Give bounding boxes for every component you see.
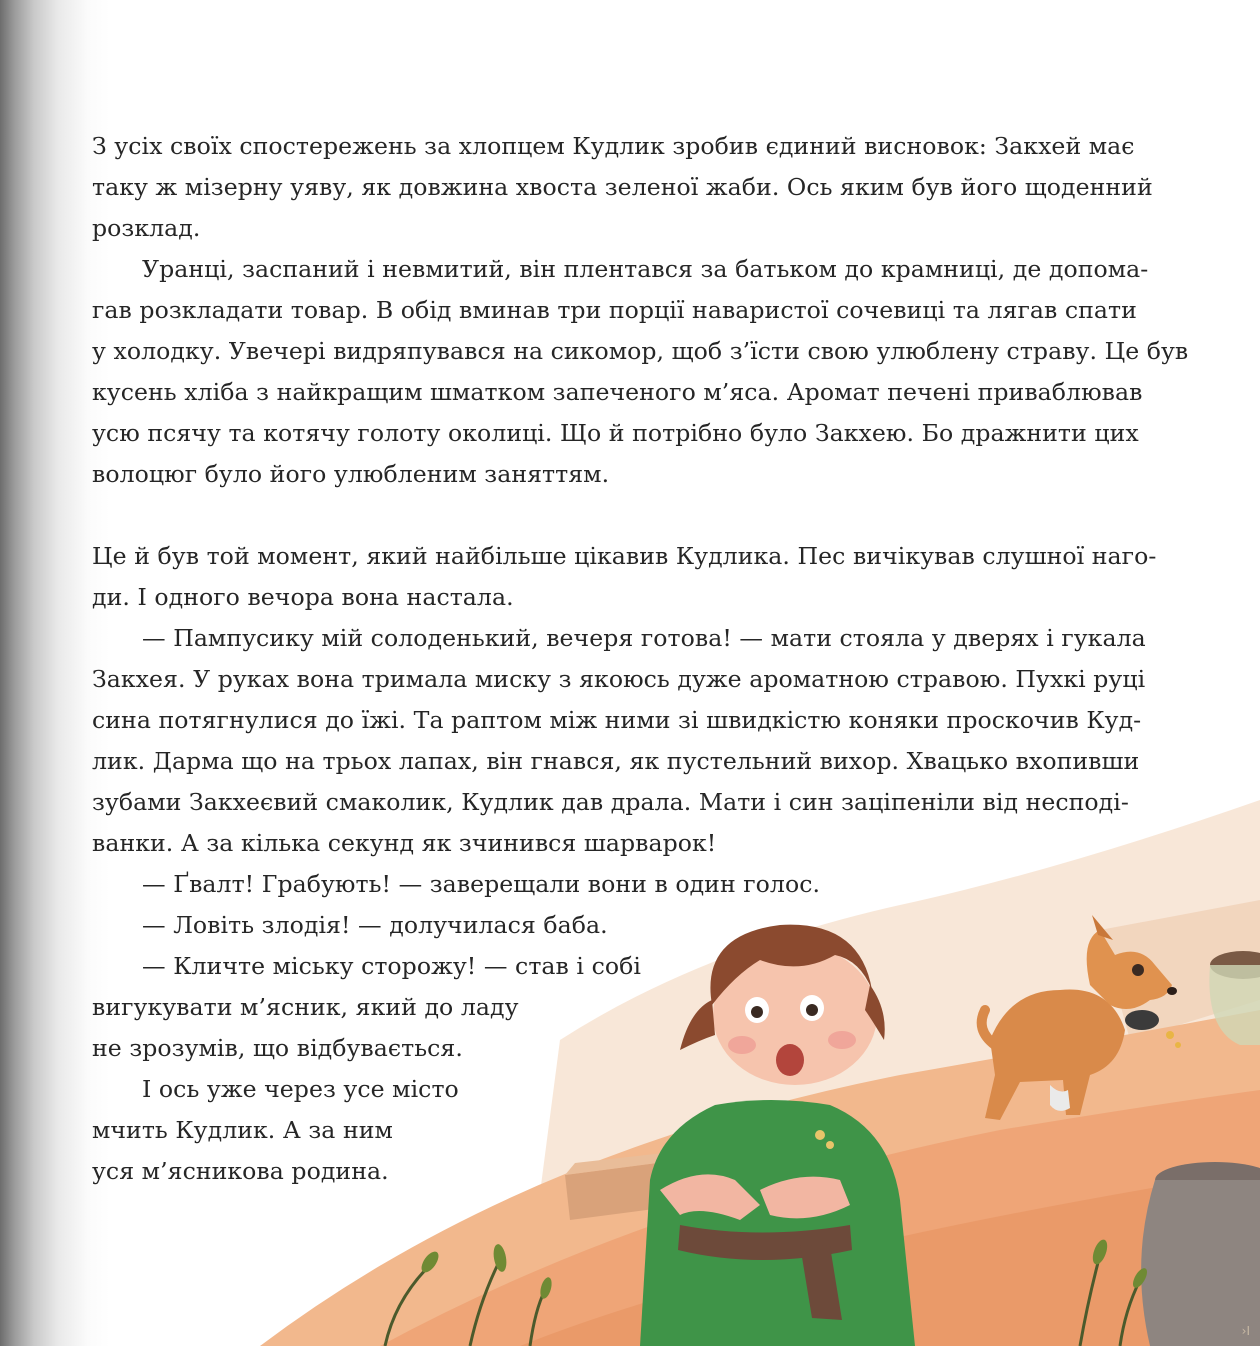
text-line: З усіх своїх спостережень за хлопцем Кудлик зробив єдиний висновок: Закхей має (92, 132, 1135, 160)
text-line: усю псячу та котячу голоту околиці. Що й потрібно було Закхею. Бо дражнити цих (92, 419, 1139, 447)
text-line: у холодку. Увечері видряпувався на сикомор, щоб з’їсти свою улюблену страву. Це був (92, 337, 1189, 365)
text-line: Закхея. У руках вона тримала миску з якоюсь дуже ароматною стравою. Пухкі руці (92, 665, 1146, 693)
page-corner-mark: ›I (1241, 1324, 1250, 1338)
paragraph (92, 618, 1146, 864)
text-line: — Пампусику мій солоденький, вечеря готова! — мати стояла у дверях і гукала (142, 624, 1146, 652)
paragraph (92, 536, 1157, 618)
text-line: вигукувати м’ясник, який до ладу (92, 993, 519, 1021)
text-line: зубами Закхеєвий смаколик, Кудлик дав драла. Мати і син заціпеніли від несподі- (92, 788, 1129, 816)
text-line: гав розкладати товар. В обід вминав три порції наваристої сочевиці та лягав спати (92, 296, 1137, 324)
text-line: сина потягнулися до їжі. Та раптом між ними зі швидкістю коняки проскочив Куд- (92, 706, 1142, 734)
text-line: — Кличте міську сторожу! — став і собі (142, 952, 641, 980)
text-line: Це й був той момент, який найбільше цікавив Кудлика. Пес вичікував слушної наго- (92, 542, 1157, 570)
paragraph (92, 1069, 1132, 1192)
text-line: Уранці, заспаний і невмитий, він плентався за батьком до крамниці, де допома- (142, 255, 1149, 283)
paragraph (92, 249, 1189, 495)
text-line: — Ґвалт! Грабують! — заверещали вони в один голос. (142, 870, 821, 898)
text-line: ди. І одного вечора вона настала. (92, 583, 514, 611)
text-line: — Ловіть злодія! — долучилася баба. (142, 911, 608, 939)
text-line: розклад. (92, 214, 201, 242)
text-line: мчить Кудлик. А за ним (92, 1116, 393, 1144)
text-line: не зрозумів, що відбувається. (92, 1034, 463, 1062)
story-text (92, 126, 1189, 1192)
text-line: І ось уже через усе місто (142, 1075, 459, 1103)
paragraph (92, 864, 1132, 905)
paragraph (92, 946, 1132, 1069)
text-line: ванки. А за кілька секунд як зчинився шарварок! (92, 829, 717, 857)
text-line: волоцюг було його улюбленим заняттям. (92, 460, 610, 488)
text-line: уся м’ясникова родина. (92, 1157, 389, 1185)
text-line: таку ж мізерну уяву, як довжина хвоста зеленої жаби. Ось яким був його щоденний (92, 173, 1153, 201)
paragraph (92, 126, 1153, 249)
paragraph (92, 905, 1132, 946)
paragraph-spacer (92, 495, 1132, 536)
text-line: лик. Дарма що на трьох лапах, він гнався, як пустельний вихор. Хвацько вхопивши (92, 747, 1140, 775)
text-line: кусень хліба з найкращим шматком запеченого м’яса. Аромат печені приваблював (92, 378, 1143, 406)
